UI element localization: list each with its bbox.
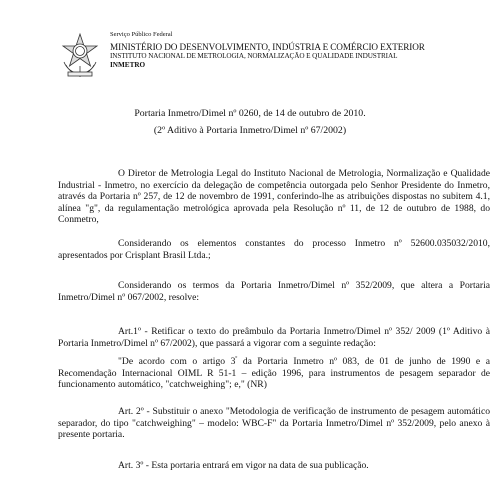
considering-text-1: Considerando os elementos constantes do processo Inmetro nº 52600.035032/2010, apresentados por Crisplant Brasil Ltda.;: [58, 238, 490, 261]
preamble-text: O Diretor de Metrologia Legal do Instituto Nacional de Metrologia, Normalização e Qualidade Industrial - Inmetro, no exercício da delegação de competência outorgada pelo Senhor Presidente do Inmetro, através da Portaria nº 257, de 12 de novembro de 1991, conferindo-lhe as atribuições dispostas no subitem 4.1, alínea "g", da regulamentação metrológica aprovada pela Resolução nº 11, de 12 de outubro de 1988, do Conmetro,: [58, 168, 490, 226]
article-2-paragraph: [58, 406, 490, 441]
institute-name: INSTITUTO NACIONAL DE METROLOGIA, NORMALIZAÇÃO E QUALIDADE INDUSTRIAL: [110, 52, 398, 60]
considering-text-2: Considerando os termos da Portaria Inmetro/Dimel nº 352/2009, que altera a Portaria Inmetro/Dimel nº 067/2002, resolve:: [58, 280, 490, 303]
article-1-text: Art.1º - Retificar o texto do preâmbulo da Portaria Inmetro/Dimel nº 352/ 2009 (1º Aditivo à Portaria Inmetro/Dimel nº 67/2002), que passará a vigorar com a seguinte redação:: [58, 326, 490, 349]
article-3-text: Art. 3º - Esta portaria entrará em vigor na data de sua publicação.: [118, 460, 369, 471]
quoted-preamble: [58, 356, 490, 391]
considering-paragraph-2: [58, 280, 490, 303]
considering-paragraph-1: [58, 238, 490, 261]
letterhead: [58, 30, 488, 82]
coat-of-arms-icon: [58, 32, 102, 78]
document-title: Portaria Inmetro/Dimel nº 0260, de 14 de outubro de 2010.: [134, 108, 366, 119]
quoted-preamble-text: "De acordo com o artigo $3^º$ da Portaria Inmetro nº 083, de 01 de junho de 1990 e a Recomendação Internacional OIML R 51-1 – edição 1996, para instrumentos de pesagem separador de funcionamento automático, "catchweighing"; e," (NR): [58, 355, 490, 391]
service-label: Serviço Público Federal: [110, 31, 173, 38]
article-2-text: Art. 2º - Substituir o anexo "Metodologia de verificação de instrumento de pesagem automático separador, do tipo "catchweighing" – modelo: WBC-F" da Portaria Inmetro/Dimel nº 352/2009, pelo anexo à presente portaria.: [58, 406, 490, 441]
preamble-paragraph: [58, 168, 490, 226]
document-subtitle: (2º Aditivo à Portaria Inmetro/Dimel nº 67/2002): [153, 125, 347, 136]
agency-name: INMETRO: [110, 61, 146, 69]
article-3-paragraph: [58, 460, 490, 472]
article-1-paragraph: [58, 326, 490, 349]
ministry-name: MINISTÉRIO DO DESENVOLVIMENTO, INDÚSTRIA E COMÉRCIO EXTERIOR: [110, 42, 425, 52]
